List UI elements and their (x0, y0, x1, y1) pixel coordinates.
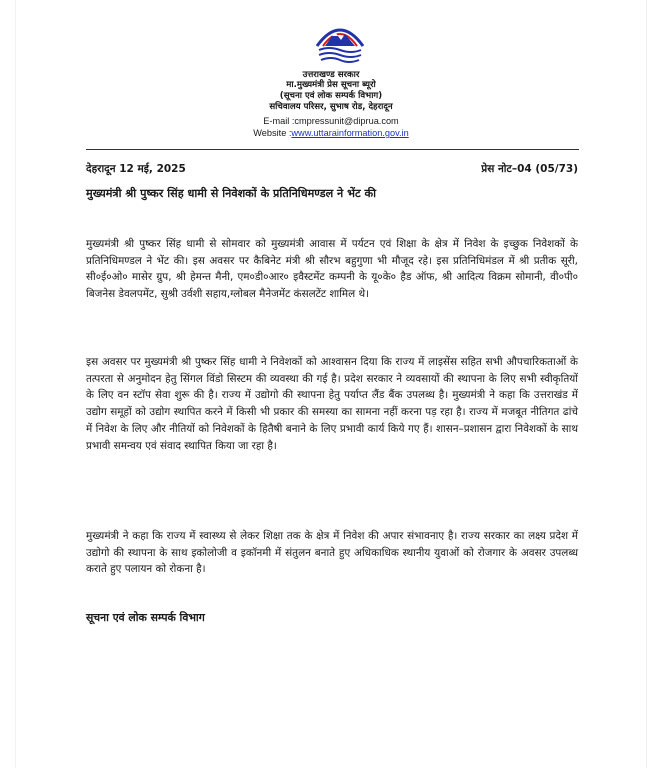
email-address: cmpressunit@diprua.com (294, 116, 399, 126)
uttarakhand-govt-emblem-icon (311, 16, 369, 68)
header-divider (86, 149, 579, 150)
website-label: Website : (253, 128, 292, 138)
dateline: देहरादून 12 मई, 2025 (86, 163, 186, 175)
body-paragraph-3: मुख्यमंत्री ने कहा कि राज्य में स्वास्थ्य से लेकर शिक्षा तक के क्षेत्र में निवेश की अपार संभावनाए है। राज्य सरकार का लक्ष्य प्रदेश में उद्योगो की स्थापना के साथ इकोलोजी व इकॉनमी में संतुलन बनाते हुए अधिकाधिक स्थानीय युवाओं को रोजगार के अवसर उपलब्ध कराते हुए पलायन को रोकना है। (86, 530, 578, 576)
footer-department: सूचना एवं लोक सम्पर्क विभाग (86, 611, 205, 624)
header-address: सचिवालय परिसर, सुभाष रोड, देहरादून (269, 102, 393, 112)
contact-website-line (200, 127, 462, 139)
header-govt-name: उत्तराखण्ड सरकार (302, 70, 360, 80)
press-note-number: प्रेस नोट–04 (05/73) (481, 163, 578, 175)
website-link[interactable]: www.uttarainformation.gov.in (291, 128, 409, 138)
header-bureau-name: मा.मुख्यमंत्री प्रेस सूचना ब्यूरो (286, 80, 376, 90)
press-release-headline: मुख्यमंत्री श्री पुष्कर सिंह धामी से निवेशकों के प्रतिनिधिमण्डल ने भेंट की (86, 187, 377, 200)
body-paragraph-1: मुख्यमंत्री श्री पुष्कर सिंह धामी से सोमवार को मुख्यमंत्री आवास में पर्यटन एवं शिक्षा के क्षेत्र में निवेश के इच्छुक निवेशकों के प्रतिनिधिमण्डल ने भेंट की। इस अवसर पर कैबिनेट मंत्री श्री सौरभ बहुगुणा भी मौजूद रहे। इस प्रतिनिधिमंडल में श्री प्रतीक सूरी, सी०ई०ओ० मासेर ग्रुप, श्री हेमन्त मैनी, एम०डी०आर० इवैस्टमेंट कम्पनी के यू०के० हैड ऑफ, श्री आदित्य विक्रम सोमानी, वी०पी० बिजनेस डेवलपमेंट, सुश्री उर्वशी सहाय,ग्लोबल मैनेजमेंट कंसलटेंट शामिल थे। (86, 238, 578, 301)
email-label: E-mail : (263, 116, 295, 126)
header-department: (सूचना एवं लोक सम्पर्क विभाग) (279, 91, 383, 101)
contact-email-line (200, 115, 462, 127)
body-paragraph-2: इस अवसर पर मुख्यमंत्री श्री पुष्कर सिंह धामी ने निवेशकों को आश्वासन दिया कि राज्य में लाइसेंस सहित सभी औपचारिकताओं के तत्परता से अनुमोदन हेतु सिंगल विंडो सिस्टम की व्यवस्था की गई है। प्रदेश सरकार ने व्यवसायों की स्थापना के लिए सभी स्वीकृतियों के लिए वन स्टॉप सेवा शुरू की है। राज्य में उद्योगो की स्थापना हेतु पर्याप्त लैंड बैंक उपलब्ध है। मुख्यमंत्री ने कहा कि उत्तराखंड में उद्योग समूहों को उद्योग स्थापित करने में किसी भी प्रकार की समस्या का सामना नहीं करना पड़ रहा है। राज्य में मजबूत नीतिगत ढांचे में निवेश के लिए और नीतियों को निवेशकों के हितैषी बनाने के लिए प्रभावी कार्य किये गए हैं। शासन–प्रशासन द्वारा निवेशकों के साथ प्रभावी समन्वय एवं संवाद स्थापित किया जा रहा है। (86, 356, 578, 452)
